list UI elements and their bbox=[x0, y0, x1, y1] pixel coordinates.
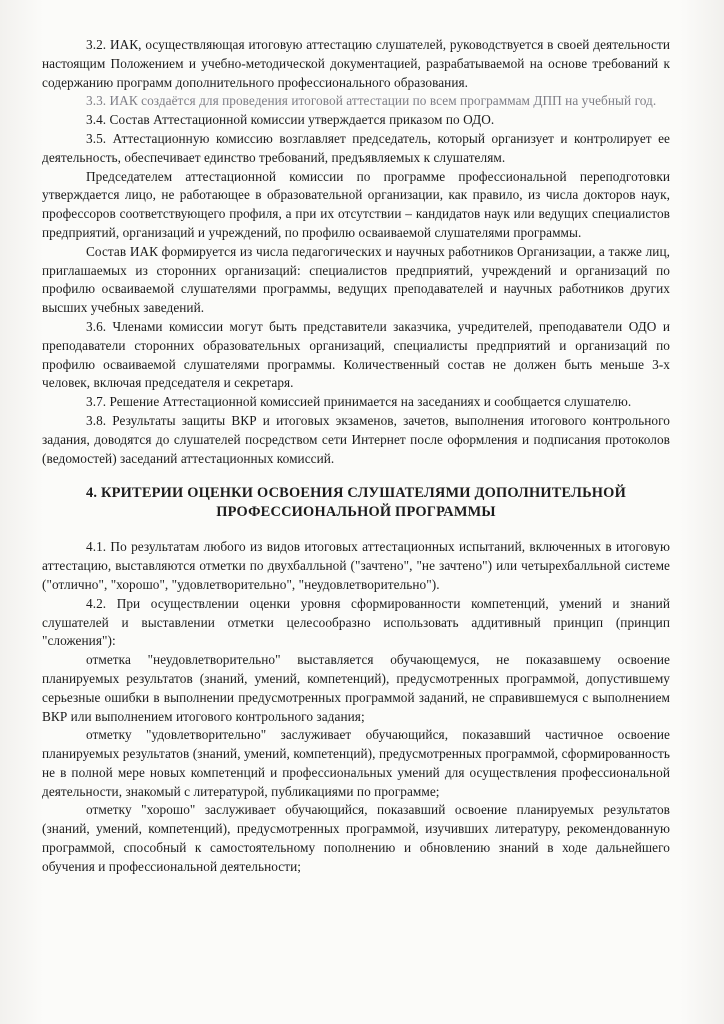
section-4-heading bbox=[42, 484, 670, 522]
paragraph-3-7: 3.7. Решение Аттестационной комиссией принимается на заседаниях и сообщается слушателю. bbox=[86, 394, 632, 410]
paragraph-chairman: Председателем аттестационной комиссии по программе профессиональной переподготовки утверждается лицо, не работающее в образовательной организации, как правило, из числа докторов наук, профессоров соответствующего профиля, а при их отсутствии – кандидатов наук или ведущих специалистов предприятий, организаций и учреждений, по профилю осваиваемой слушателями программы. bbox=[42, 168, 670, 240]
paragraph-4-2: 4.2. При осуществлении оценки уровня сформированности компетенций, умений и знаний слушателей и выставлении отметки целесообразно использовать аддитивный принцип (принцип "сложения"): bbox=[42, 595, 670, 649]
paragraph-grade-fail: отметка "неудовлетворительно" выставляется обучающемуся, не показавшему освоение планируемых результатов (знаний, умений, компетенций), предусмотренных программой, допустившему серьезные ошибки в выполнении предусмотренных программой заданий, не справившемуся с выполнением ВКР или выполнением итогового контрольного задания; bbox=[42, 652, 670, 724]
paragraph-composition: Состав ИАК формируется из числа педагогических и научных работников Организации, а также лиц, приглашаемых из сторонних организаций: специалистов предприятий, учреждений и организаций по профилю осваиваемой слушателями программы, ведущих преподавателей и научных работников других высших учебных заведений. bbox=[42, 243, 670, 316]
paragraph-3-3: 3.3. ИАК создаётся для проведения итоговой аттестации по всем программам ДПП на учебный год. bbox=[86, 93, 657, 109]
paragraph-3-8: 3.8. Результаты защиты ВКР и итоговых экзаменов, зачетов, выполнения итогового контрольного задания, доводятся до слушателей посредством сети Интернет после оформления и подписания протоколов (ведомостей) заседаний аттестационных комиссий. bbox=[42, 412, 670, 466]
section-title-line2: ПРОФЕССИОНАЛЬНОЙ ПРОГРАММЫ bbox=[216, 504, 496, 521]
paragraph-3-2: 3.2. ИАК, осуществляющая итоговую аттестацию слушателей, руководствуется в своей деятельности настоящим Положением и учебно-методической документацией, разрабатываемой на основе требований к содержанию программ дополнительного профессионального образования. bbox=[42, 37, 670, 90]
section-title-line1: 4. КРИТЕРИИ ОЦЕНКИ ОСВОЕНИЯ СЛУШАТЕЛЯМИ ДОПОЛНИТЕЛЬНОЙ bbox=[86, 485, 626, 502]
paragraph-grade-satisfactory: отметку "удовлетворительно" заслуживает обучающийся, показавший частичное освоение планируемых результатов (знаний, умений, компетенций), предусмотренных программой, сформированность не в полной мере новых компетенций и профессиональных умений для осуществления профессиональной деятельности, знакомый с литературой, публикациями по программе; bbox=[42, 727, 670, 799]
paragraph-grade-good: отметку "хорошо" заслуживает обучающийся, показавший освоение планируемых результатов (знаний, умений, компетенций), предусмотренных программой, изучивших литературу, рекомендованную программой, способный к самостоятельному пополнению и обновлению знаний в ходе дальнейшего обучения и профессиональной деятельности; bbox=[42, 802, 670, 874]
paragraph-3-5: 3.5. Аттестационную комиссию возглавляет председатель, который организует и контролирует ее деятельность, обеспечивает единство требований, предъявляемых к слушателям. bbox=[42, 130, 670, 165]
paragraph-3-4: 3.4. Состав Аттестационной комиссии утверждается приказом по ОДО. bbox=[86, 112, 495, 128]
paragraph-4-1: 4.1. По результатам любого из видов итоговых аттестационных испытаний, включенных в итоговую аттестацию, выставляются отметки по двухбалльной ("зачтено", "не зачтено") или четырехбалльной системе ("отлично", "хорошо", "удовлетворительно", "неудовлетворительно"). bbox=[42, 539, 670, 592]
document-body bbox=[42, 36, 670, 877]
paragraph-3-6: 3.6. Членами комиссии могут быть представители заказчика, учредителей, преподаватели ОДО и преподаватели сторонних образовательных организаций, специалисты предприятий и организаций по профилю осваиваемой слушателями программы. Количественный состав не должен быть меньше 3-х человек, включая председателя и секретаря. bbox=[42, 318, 670, 391]
